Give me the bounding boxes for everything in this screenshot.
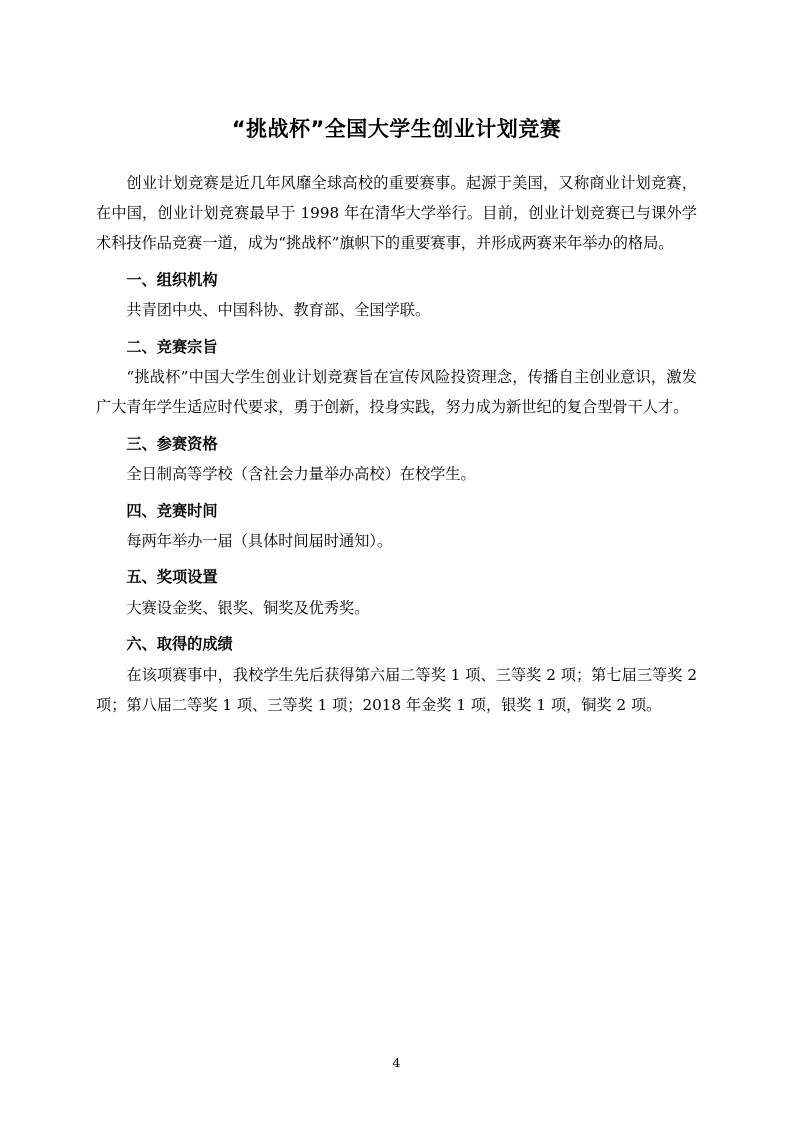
section-body: 全日制高等学校（含社会力量举办高校）在校学生。 [126,465,476,484]
section-heading: 三、参赛资格 [126,434,218,453]
section-heading: 二、竞赛宗旨 [126,337,218,356]
intro-paragraph: 创业计划竞赛是近几年风靡全球高校的重要赛事。起源于美国，又称商业计划竞赛，在中国，创业计划竞赛最早于 1998 年在清华大学举行。目前，创业计划竞赛已与课外学术科技作品竞赛一道，成为“挑战杯”旗帜下的重要赛事，并形成两赛来年举办的格局。 [96,173,697,253]
section-purpose [96,332,697,423]
page-title: “挑战杯”全国大学生创业计划竞赛 [231,117,562,141]
section-body: 共青团中央、中国科协、教育部、全国学联。 [126,301,431,320]
page-number: 4 [392,1055,401,1070]
section-heading: 一、组织机构 [126,270,218,289]
section-eligibility [96,429,697,490]
section-body: “挑战杯”中国大学生创业计划竞赛旨在宣传风险投资理念，传播自主创业意识，激发广大青年学生适应时代要求，勇于创新，投身实践，努力成为新世纪的复合型骨干人才。 [96,367,697,417]
section-awards [96,562,697,623]
section-body: 每两年举办一届（具体时间届时通知）。 [126,531,393,550]
section-schedule [96,496,697,557]
section-body: 大赛设金奖、银奖、铜奖及优秀奖。 [126,598,370,617]
section-heading: 四、竞赛时间 [126,501,218,520]
section-achievements [96,629,697,720]
section-heading: 五、奖项设置 [126,568,218,587]
section-organization [96,265,697,326]
section-heading: 六、取得的成绩 [126,635,233,654]
section-body: 在该项赛事中，我校学生先后获得第六届二等奖 1 项、三等奖 2 项；第七届三等奖 2 项；第八届二等奖 1 项、三等奖 1 项；2018 年金奖 1 项，银奖 1 项，铜奖 2 项。 [96,665,697,714]
